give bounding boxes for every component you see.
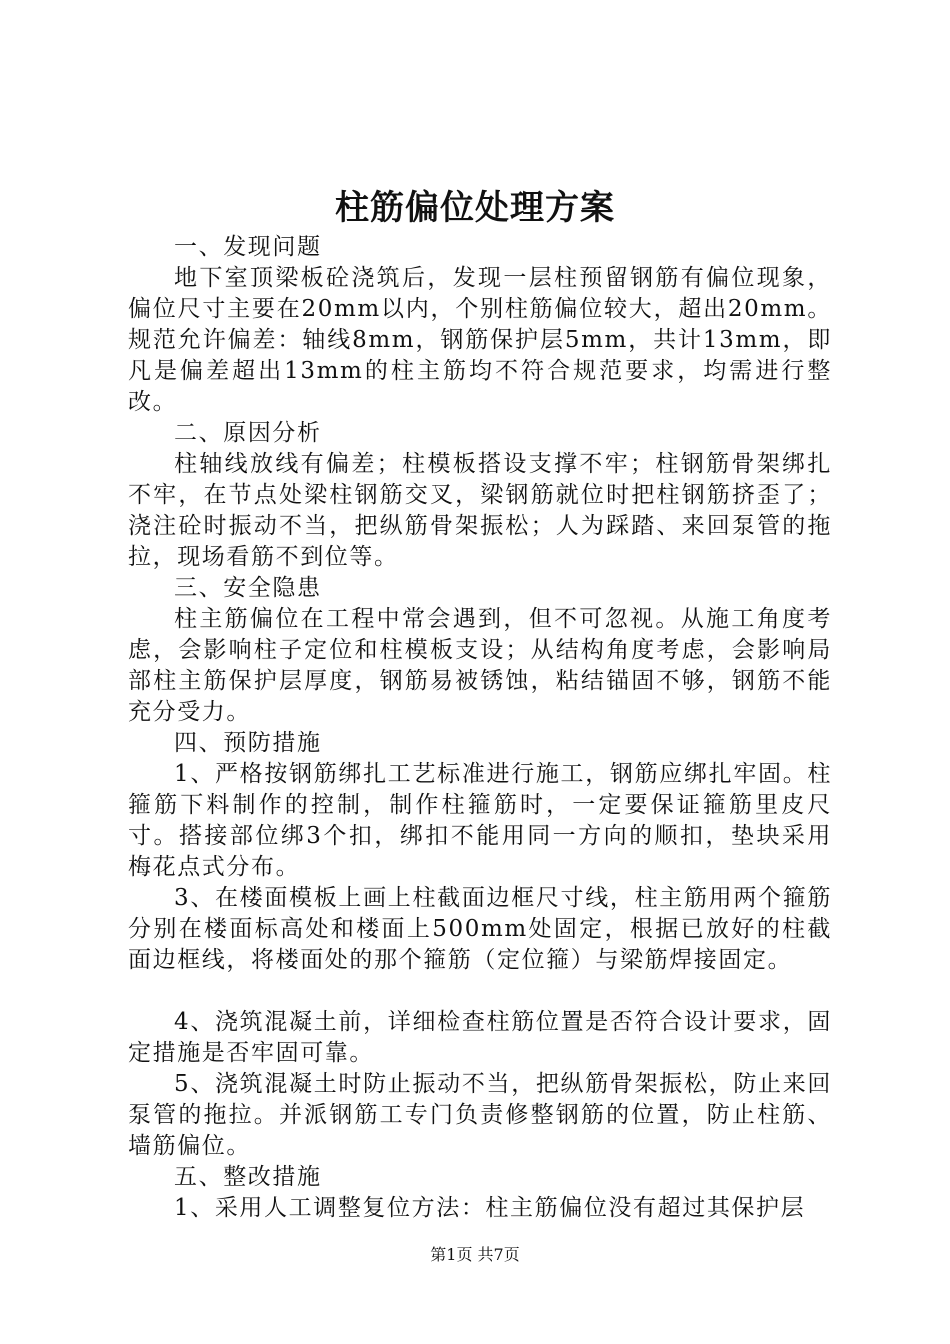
- document-body: [128, 232, 832, 1224]
- section-heading: 四、预防措施: [174, 730, 322, 756]
- section-heading: 五、整改措施: [174, 1164, 322, 1190]
- body-paragraph: 地下室顶梁板砼浇筑后，发现一层柱预留钢筋有偏位现象，偏位尺寸主要在20mm以内，个别柱筋偏位较大，超出20mm。规范允许偏差：轴线8mm，钢筋保护层5mm，共计13mm，即凡是偏差超出13mm的柱主筋均不符合规范要求，均需进行整改。: [128, 265, 832, 415]
- section-heading: 二、原因分析: [174, 420, 322, 446]
- body-paragraph: 3、在楼面模板上画上柱截面边框尺寸线，柱主筋用两个箍筋分别在楼面标高处和楼面上500mm处固定，根据已放好的柱截面边框线，将楼面处的那个箍筋（定位箍）与梁筋焊接固定。: [128, 885, 832, 973]
- body-paragraph: 5、浇筑混凝土时防止振动不当，把纵筋骨架振松，防止来回泵管的拖拉。并派钢筋工专门负责修整钢筋的位置，防止柱筋、墙筋偏位。: [128, 1071, 832, 1159]
- body-paragraph: 4、浇筑混凝土前，详细检查柱筋位置是否符合设计要求，固定措施是否牢固可靠。: [128, 1009, 832, 1066]
- blank-line: [128, 976, 832, 1007]
- body-paragraph: 柱主筋偏位在工程中常会遇到，但不可忽视。从施工角度考虑，会影响柱子定位和柱模板支设；从结构角度考虑，会影响局部柱主筋保护层厚度，钢筋易被锈蚀，粘结锚固不够，钢筋不能充分受力。: [128, 606, 832, 725]
- section-heading: 三、安全隐患: [174, 575, 322, 601]
- body-paragraph: 1、采用人工调整复位方法：柱主筋偏位没有超过其保护层: [174, 1195, 806, 1221]
- document-title: 柱筋偏位处理方案: [335, 188, 615, 228]
- body-paragraph: 1、严格按钢筋绑扎工艺标准进行施工，钢筋应绑扎牢固。柱箍筋下料制作的控制，制作柱箍筋时，一定要保证箍筋里皮尺寸。搭接部位绑3个扣，绑扣不能用同一方向的顺扣，垫块采用梅花点式分布。: [128, 761, 832, 880]
- page-number: 第1页 共7页: [430, 1245, 520, 1264]
- section-heading: 一、发现问题: [174, 234, 322, 260]
- body-paragraph: 柱轴线放线有偏差；柱模板搭设支撑不牢；柱钢筋骨架绑扎不牢，在节点处梁柱钢筋交叉，梁钢筋就位时把柱钢筋挤歪了；浇注砼时振动不当，把纵筋骨架振松；人为踩踏、来回泵管的拖拉，现场看筋不到位等。: [128, 451, 832, 570]
